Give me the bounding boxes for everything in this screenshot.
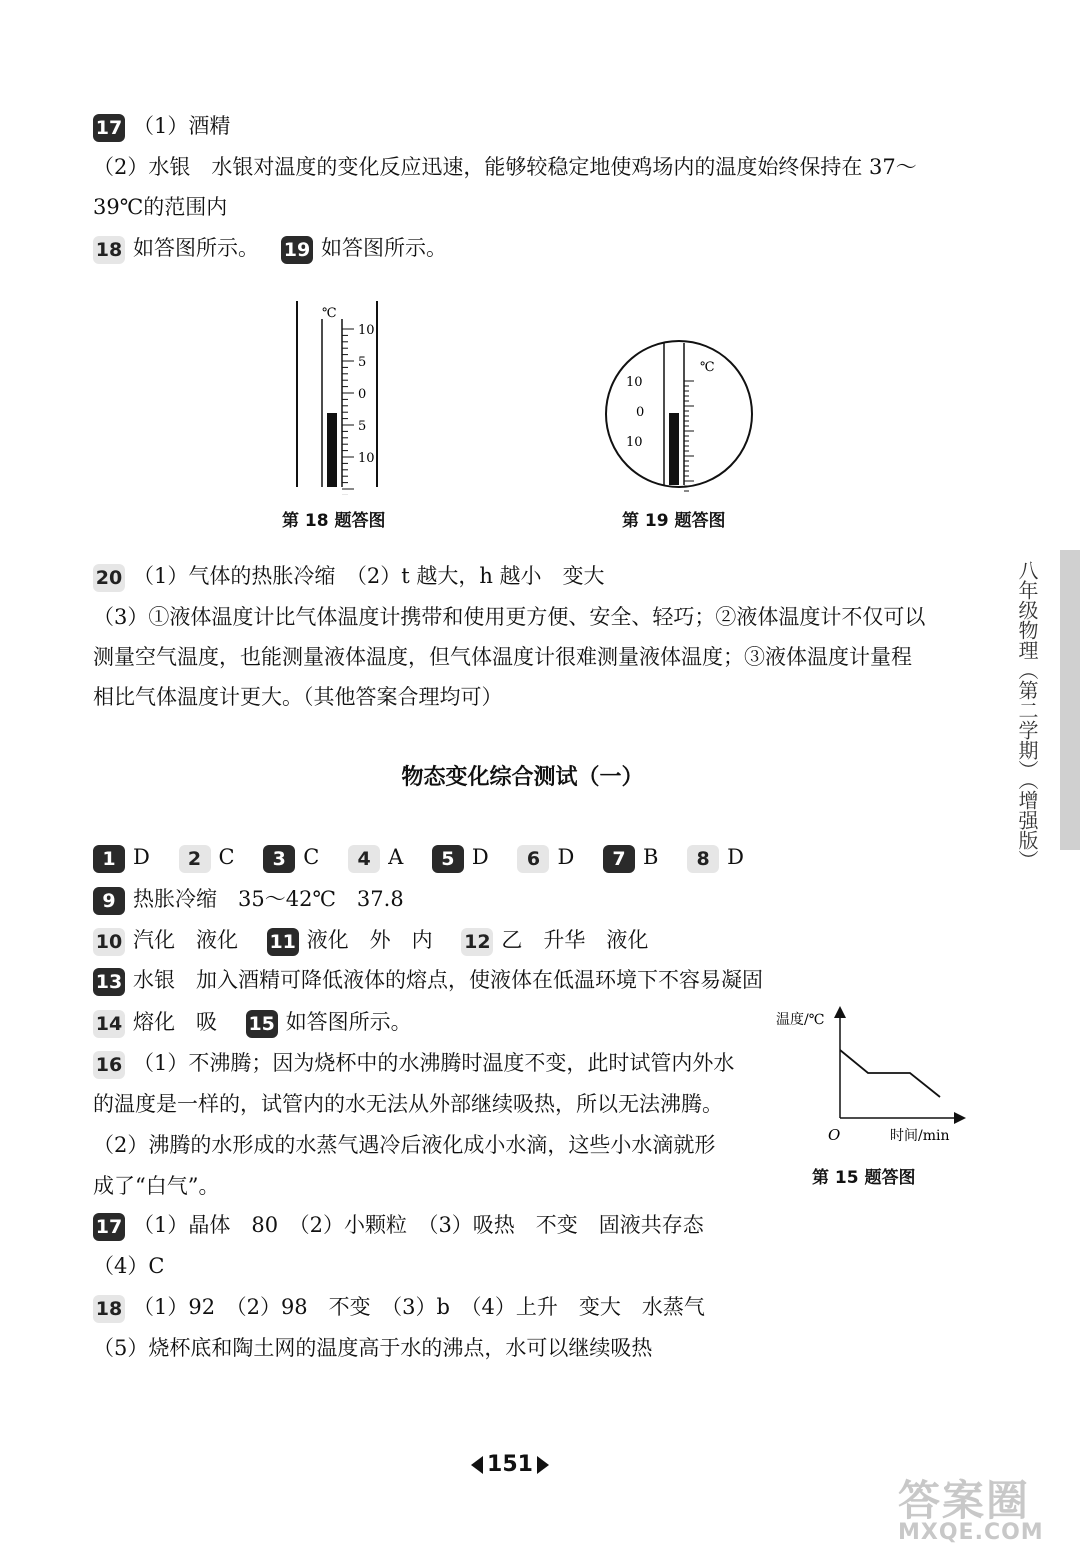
question-number-7: 7 [603,845,635,873]
question-number-8: 8 [687,845,719,873]
q17-line2: （2）水银 水银对温度的变化反应迅速，能够较稳定地使鸡场内的温度始终保持在 37～ [93,155,917,179]
fig15-y-label: 温度/℃ [776,1012,825,1028]
q20-answer-1: （1）气体的热胀冷缩 （2）t 越大，h 越小 变大 [133,564,605,588]
q17-line1 [93,111,230,142]
mc-answer: D [727,845,744,869]
question-number-2: 2 [179,845,211,873]
fig18-caption: 第 18 题答图 [282,511,386,531]
q18b-line2: （5）烧杯底和陶土网的温度高于水的沸点，水可以继续吸热 [93,1336,653,1360]
question-number-6: 6 [517,845,549,873]
fig19-caption: 第 19 题答图 [622,511,726,531]
q18b-answer-1: （1）92 （2）98 不变 （3）b （4）上升 变大 水蒸气 [133,1295,705,1319]
section-title: 物态变化综合测试（一） [401,765,644,790]
q17-answer-1: （1）酒精 [133,114,231,138]
right-arrow-icon [537,1456,549,1474]
fig18-tick-label: 5 [358,355,367,370]
q9-line [93,884,404,915]
thermometer-figure-18 [280,295,400,495]
fig19-tick-label: 10 [626,375,643,390]
question-number-12: 12 [461,928,493,956]
question-number-1: 1 [93,845,125,873]
question-number-16: 16 [93,1051,125,1079]
q10-answer: 汽化 液化 [133,928,238,952]
watermark-logo [898,1468,1078,1545]
q15-answer: 如答图所示。 [285,1010,412,1034]
question-number-19: 19 [281,236,313,264]
question-number-20: 20 [93,564,125,592]
q20-line2: （3）①液体温度计比气体温度计携带和使用更方便、安全、轻巧；②液体温度计不仅可以 [93,605,926,629]
mc-answer: C [303,845,320,869]
fig18-tick-label: 10 [358,323,375,338]
q17-line3: 39℃的范围内 [93,195,228,219]
watermark-url: MXQE.COM [898,1520,1044,1545]
q19-answer: 如答图所示。 [321,236,447,260]
q16-line4: 成了“白气”。 [93,1174,220,1198]
q12-answer: 乙 升华 液化 [501,928,649,952]
thermometer-figure-19 [600,335,760,495]
q17b-line2: （4）C [93,1254,165,1278]
q9-answer: 热胀冷缩 35～42℃ 37.8 [133,887,404,911]
question-number-10: 10 [93,928,125,956]
fig18-tick-label: 10 [358,451,375,466]
fig19-tick-label: 0 [636,405,645,420]
fig15-caption: 第 15 题答图 [812,1168,916,1188]
question-number-18: 18 [93,1295,125,1323]
q18b-line1 [93,1292,705,1323]
fig18-tick-label: 0 [358,387,367,402]
fig18-tick-label: 5 [358,419,367,434]
q20-line3: 测量空气温度，也能测量液体温度，但气体温度计很难测量液体温度；③液体温度计量程 [93,645,912,669]
q14-answer: 熔化 吸 [133,1010,217,1034]
mc-answers-row [93,842,744,873]
fig15-origin: O [828,1126,841,1144]
q17b-line1 [93,1210,704,1241]
watermark-title: 答案圈 [898,1476,1031,1525]
mc-answer: D [133,845,150,869]
mc-answer: B [642,845,659,869]
q13-line [93,965,763,996]
fig19-unit: ℃ [700,360,715,375]
temperature-time-graph [770,1000,970,1150]
question-number-5: 5 [432,845,464,873]
mc-answer: A [388,845,404,869]
question-number-18: 18 [93,236,125,264]
q16-line3: （2）沸腾的水形成的水蒸气遇冷后液化成小水滴，这些小水滴就形 [93,1133,716,1157]
fig15-x-label: 时间/min [890,1128,950,1144]
q20-line1 [93,561,605,592]
question-number-4: 4 [348,845,380,873]
temperature-curve [840,1050,940,1097]
question-number-14: 14 [93,1010,125,1038]
q10-q12-line [93,925,648,956]
page-number-value: 151 [487,1452,533,1477]
question-number-13: 13 [93,968,125,996]
mc-answer: D [471,845,489,869]
mc-answer: D [557,845,575,869]
question-number-15: 15 [246,1010,278,1038]
q16-line2: 的温度是一样的，试管内的水无法从外部继续吸热，所以无法沸腾。 [93,1092,723,1116]
mc-answer: C [218,845,235,869]
q20-line4: 相比气体温度计更大。（其他答案合理均可） [93,685,503,709]
question-number-17: 17 [93,114,125,142]
fig19-tick-label: 10 [626,435,643,450]
q18-answer: 如答图所示。 [133,236,259,260]
q17b-answer-1: （1）晶体 80 （2）小颗粒 （3）吸热 不变 固液共存态 [133,1213,704,1237]
q11-answer: 液化 外 内 [306,928,433,952]
q14-q15-line [93,1007,412,1038]
left-arrow-icon [471,1456,483,1474]
q16-answer-1: （1）不沸腾；因为烧杯中的水沸腾时温度不变，此时试管内外水 [133,1051,735,1075]
q16-line1 [93,1048,734,1079]
fig18-unit: ℃ [322,306,337,321]
q13-answer: 水银 加入酒精可降低液体的熔点，使液体在低温环境下不容易凝固 [133,968,763,992]
page-number [0,1452,1020,1477]
question-number-17: 17 [93,1213,125,1241]
book-title-sidebar: 八年级物理（第二学期）（增强版） [1015,560,1039,870]
question-number-11: 11 [267,928,299,956]
question-number-3: 3 [263,845,295,873]
sidebar-tab [1060,550,1080,850]
q18-q19-line [93,233,447,264]
question-number-9: 9 [93,887,125,915]
